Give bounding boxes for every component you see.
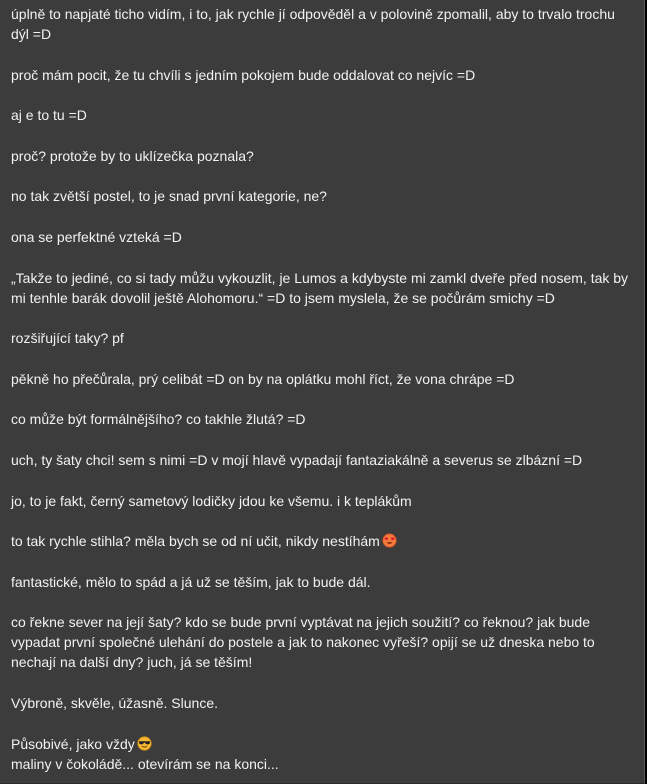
comment-paragraph bbox=[11, 531, 636, 551]
comment-paragraph: co může být formálnějšího? co takhle žlutá? =D bbox=[11, 411, 306, 428]
comment-paragraph: úplně to napjaté ticho vidím, i to, jak rychle jí odpověděl a v polovině zpomalil, aby to trvalo trochu dýl =D bbox=[11, 6, 615, 42]
comment-paragraph bbox=[11, 734, 636, 754]
comment-paragraph: co řekne sever na její šaty? kdo se bude první vyptávat na jejich soužití? co řeknou? jak bude vypadat první společné ulehání do postele a jak to nakonec vyřeší? opijí se už dneska nebo to nechají na další dny? juch, já se těším! bbox=[11, 614, 595, 671]
comment-paragraph: proč mám pocit, že tu chvíli s jedním pokojem bude oddalovat co nejvíc =D bbox=[11, 66, 476, 83]
sunglasses-emoji-icon bbox=[137, 736, 152, 751]
comment-paragraph: pěkně ho přečůrala, prý celibát =D on by na oplátku mohl říct, že vona chrápe =D bbox=[11, 370, 515, 387]
comment-paragraph: proč? protože by to uklízečka poznala? bbox=[11, 147, 254, 164]
comment-text: Působivé, jako vždy bbox=[11, 735, 135, 752]
comment-paragraph: „Takže to jediné, co si tady můžu vykouzlit, je Lumos a kdybyste mi zamkl dveře před nosem, tak by mi tenhle barák dovolil ještě Alohomoru.“ =D to jsem myslela, že se počůrám smichy =D bbox=[11, 269, 629, 306]
comment-paragraph: ona se perfektné vzteká =D bbox=[11, 228, 182, 245]
comment-paragraph: uch, ty šaty chci! sem s nimi =D v mojí hlavě vypadají fantaziakálně a severus se zlbázní =D bbox=[11, 451, 583, 468]
comment-paragraph: Výbroně, skvěle, úžasně. Slunce. bbox=[11, 694, 219, 711]
comment-paragraph: fantastické, mělo to spád a já už se těším, jak to bude dál. bbox=[11, 573, 371, 590]
comment-paragraph: maliny v čokoládě... otevírám se na konci... bbox=[11, 755, 279, 772]
comment-paragraph: jo, to je fakt, černý sametový lodičky jdou ke všemu. i k teplákům bbox=[11, 492, 412, 509]
heart-eyes-emoji-icon bbox=[382, 533, 397, 548]
comment-paragraph: no tak zvětší postel, to je snad první kategorie, ne? bbox=[11, 188, 327, 205]
comment-text: to tak rychle stihla? měla bych se od ní učit, nikdy nestíhám bbox=[11, 533, 380, 550]
comment-paragraph: rozšiřující taky? pf bbox=[11, 330, 124, 347]
comment-paragraph: aj e to tu =D bbox=[11, 107, 87, 124]
